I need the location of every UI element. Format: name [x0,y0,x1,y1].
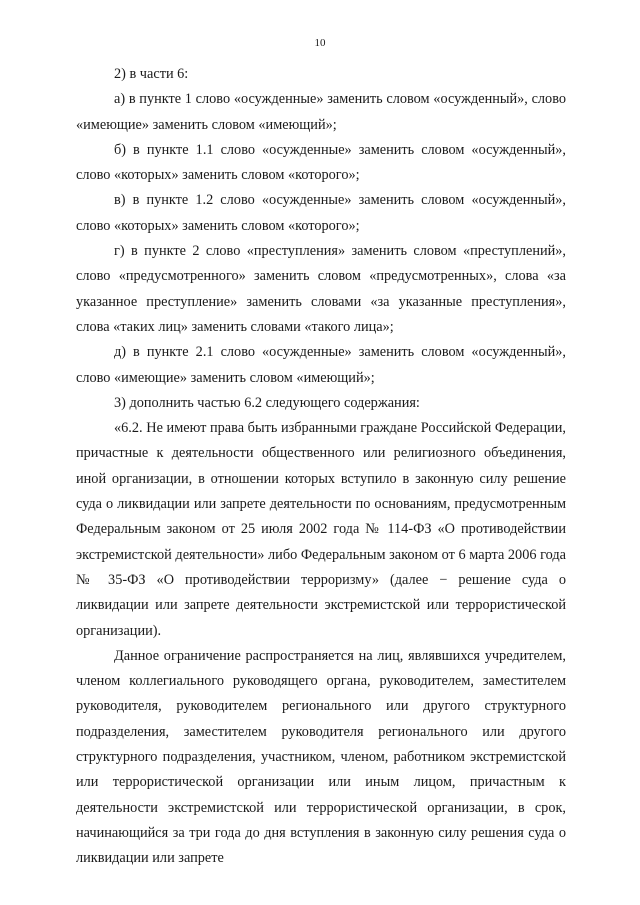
paragraph-part-6-2-header: 3) дополнить частью 6.2 следующего содержания: [114,394,420,411]
paragraph-item-v: в) в пункте 1.2 слово «осужденные» заменить словом «осужденный», слово «которых» заменить словом «которого»; [76,192,566,234]
page-number: 10 [314,37,326,49]
paragraph-part-6-header: 2) в части 6: [114,66,189,82]
paragraph-restriction: Данное ограничение распространяется на лиц, являвшихся учредителем, членом коллегиального руководящего органа, руководителем, заместителем руководителя, руководителем регионального или другого структурного подразделения, заместителем руководителя регионального или другого структурного подразделения, участником, членом, работником экстремистской или террористической организации или иным лицом, причастным к деятельности экстремистской или террористической организации, в срок, начинающийся за три года до дня вступления в законную силу решения суда о ликвидации или запрете [76,647,566,867]
paragraph-item-d: д) в пункте 2.1 слово «осужденные» заменить словом «осужденный», слово «имеющие» заменить словом «имеющий»; [76,344,566,386]
paragraph-item-b: б) в пункте 1.1 слово «осужденные» заменить словом «осужденный», слово «которых» заменить словом «которого»; [76,141,566,184]
paragraph-item-a: а) в пункте 1 слово «осужденные» заменить словом «осужденный», слово «имеющие» заменить словом «имеющий»; [76,91,566,133]
document-body [76,62,566,872]
paragraph-part-6-2-text: «6.2. Не имеют права быть избранными граждане Российской Федерации, причастные к деятельности общественного или религиозного объединения, иной организации, в отношении которых вступило в законную силу решение суда о ликвидации или запрете деятельности по основаниям, предусмотренным Федеральным законом от 25 июля 2002 года № 114-ФЗ «О противодействии экстремистской деятельности» либо Федеральным законом от 6 марта 2006 года № 35-ФЗ «О противодействии терроризму» (далее − решение суда о ликвидации или запрете деятельности экстремистской или террористической организации). [76,420,566,639]
paragraph-item-g: г) в пункте 2 слово «преступления» заменить словом «преступлений», слово «предусмотренного» заменить словом «предусмотренных», слова «за указанное преступление» заменить словами «за указанные преступления», слова «таких лиц» заменить словами «такого лица»; [76,243,566,335]
